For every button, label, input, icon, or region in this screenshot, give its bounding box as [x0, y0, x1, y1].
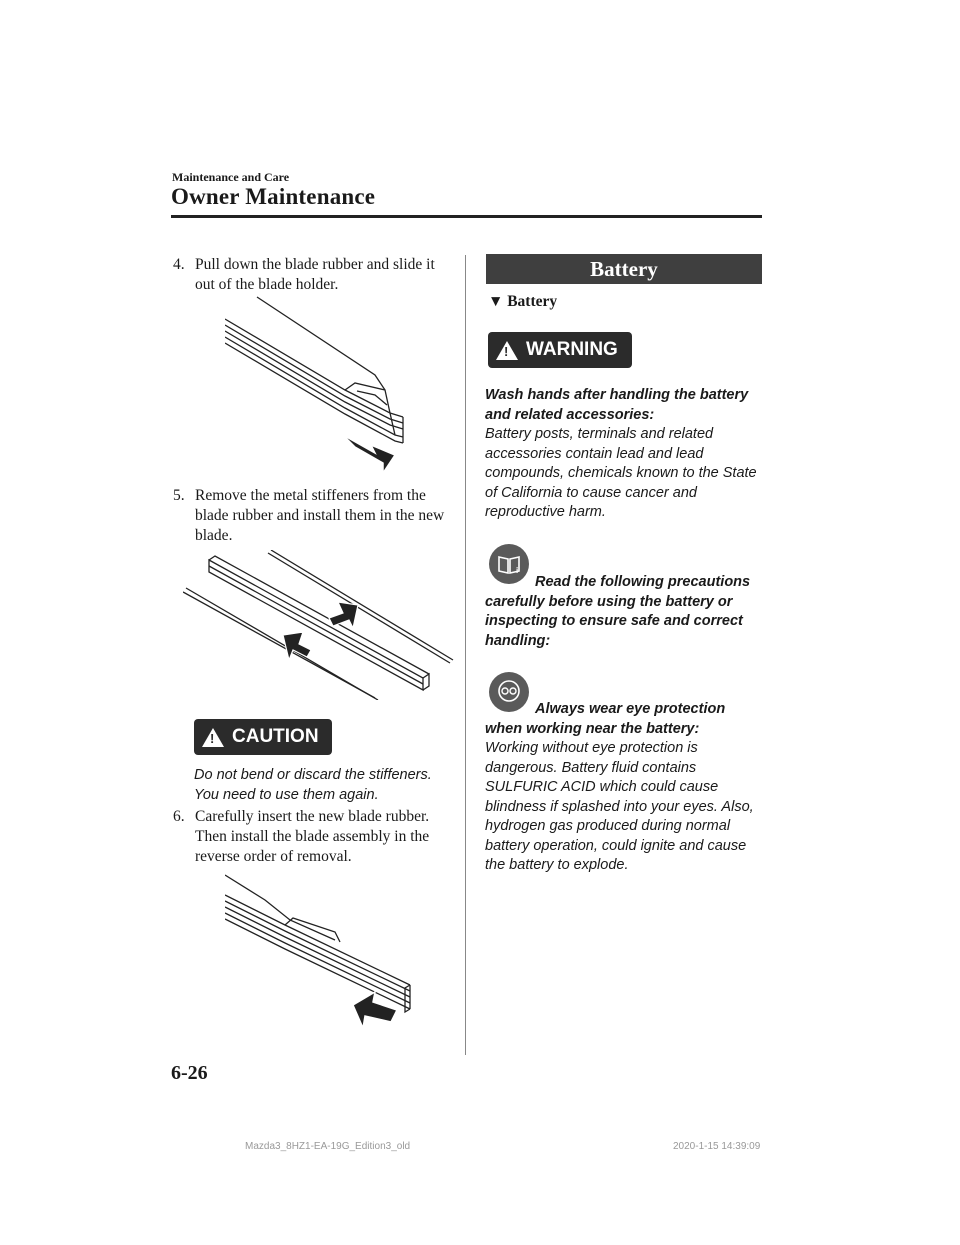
eye-bold: Always wear eye protection when working near the battery:: [485, 701, 726, 737]
warning-text: Battery posts, terminals and related accessories contain lead and lead compounds, chemicals known to the State of California to cause cancer and reproductive harm.: [485, 426, 757, 520]
page-title: Owner Maintenance: [171, 184, 376, 209]
warning-bold: Wash hands after handling the battery and related accessories:: [485, 387, 749, 423]
warning-triangle-icon: [202, 728, 224, 747]
blade-insert-illustration: [225, 870, 415, 1030]
warning-triangle-icon: [496, 341, 518, 360]
title-rule: [171, 215, 762, 218]
eye-protection-block: [485, 700, 760, 876]
battery-subheading: [488, 293, 557, 311]
column-divider: [465, 255, 466, 1055]
warning-block: [485, 386, 765, 523]
blade-pull-down-illustration: [225, 295, 415, 480]
arrow-down-icon: [343, 435, 395, 473]
section-label: Maintenance and Care: [172, 170, 290, 184]
svg-text:i: i: [516, 566, 519, 575]
read-precautions-text: Read the following precautions carefully before using the battery or inspecting to ensure safe and correct handling:: [485, 574, 751, 649]
step-4: [173, 255, 448, 295]
caution-label: CAUTION: [232, 726, 319, 747]
warning-label: WARNING: [526, 339, 618, 360]
step-text: Carefully insert the new blade rubber. Then install the blade assembly in the reverse order of removal.: [195, 808, 430, 865]
stiffeners-illustration: [183, 550, 458, 700]
step-number: 5.: [173, 487, 185, 504]
eye-text: Working without eye protection is dangerous. Battery fluid contains SULFURIC ACID which could cause blindness if splashed into your eyes. Also, hydrogen gas produced during normal battery operation, could ignite and cause the battery to explode.: [485, 740, 754, 873]
footer-right: 2020-1-15 14:39:09: [673, 1141, 761, 1152]
arrow-right-icon: [283, 632, 311, 660]
caution-text: Do not bend or discard the stiffeners. You need to use them again.: [194, 767, 432, 803]
step-6: [173, 807, 448, 867]
step-number: 4.: [173, 256, 185, 273]
battery-section-bar: Battery: [486, 254, 762, 284]
triangle-down-icon: ▼: [488, 293, 508, 310]
step-text: Remove the metal stiffeners from the blade rubber and install them in the new blade.: [195, 487, 445, 544]
step-number: 6.: [173, 808, 185, 825]
subheading-text: Battery: [507, 293, 558, 310]
warning-badge: [488, 332, 632, 368]
arrow-left-icon: [329, 602, 358, 628]
step-text: Pull down the blade rubber and slide it out of the blade holder.: [195, 256, 435, 293]
footer-left: Mazda3_8HZ1-EA-19G_Edition3_old: [245, 1141, 411, 1152]
step-5: [173, 486, 448, 546]
page-number: 6-26: [171, 1062, 208, 1084]
arrow-up-right-icon: [353, 992, 397, 1028]
caution-badge: [194, 719, 332, 755]
